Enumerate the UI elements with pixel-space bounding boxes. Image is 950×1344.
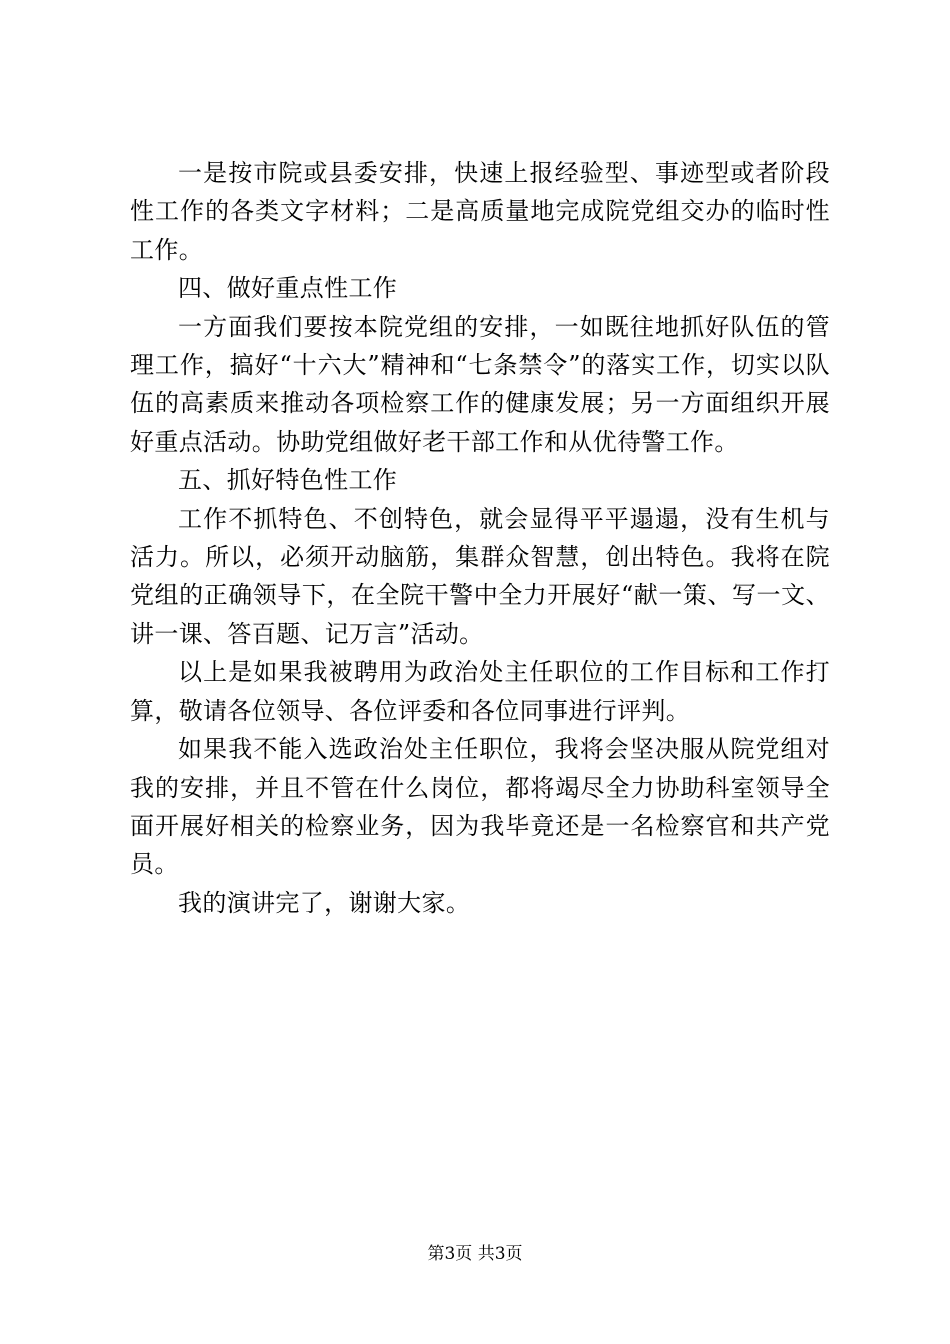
page-footer: 第3页 共3页 — [427, 1244, 523, 1264]
paragraph-1: 一是按市院或县委安排，快速上报经验型、事迹型或者阶段性工作的各类文字材料；二是高质量地完成院党组交办的临时性工作。 — [130, 159, 830, 264]
paragraph-2: 一方面我们要按本院党组的安排，一如既往地抓好队伍的管理工作，搞好“十六大”精神和“七条禁令”的落实工作，切实以队伍的高素质来推动各项检察工作的健康发展；另一方面组织开展好重点活动。协助党组做好老干部工作和从优待警工作。 — [130, 312, 830, 456]
paragraph-5: 如果我不能入选政治处主任职位，我将会坚决服从院党组对我的安排，并且不管在什么岗位，都将竭尽全力协助科室领导全面开展好相关的检察业务，因为我毕竟还是一名检察官和共产党员。 — [130, 735, 830, 879]
closing-paragraph: 我的演讲完了，谢谢大家。 — [178, 888, 471, 917]
section-heading-5: 五、抓好特色性工作 — [178, 466, 398, 495]
paragraph-4: 以上是如果我被聘用为政治处主任职位的工作目标和工作打算，敬请各位领导、各位评委和各位同事进行评判。 — [130, 658, 830, 725]
document-body — [130, 154, 830, 922]
section-heading-4: 四、做好重点性工作 — [178, 274, 398, 303]
paragraph-3: 工作不抓特色、不创特色，就会显得平平遢遢，没有生机与活力。所以，必须开动脑筋，集群众智慧，创出特色。我将在院党组的正确领导下，在全院干警中全力开展好“献一策、写一文、讲一课、答百题、记万言”活动。 — [130, 504, 830, 648]
